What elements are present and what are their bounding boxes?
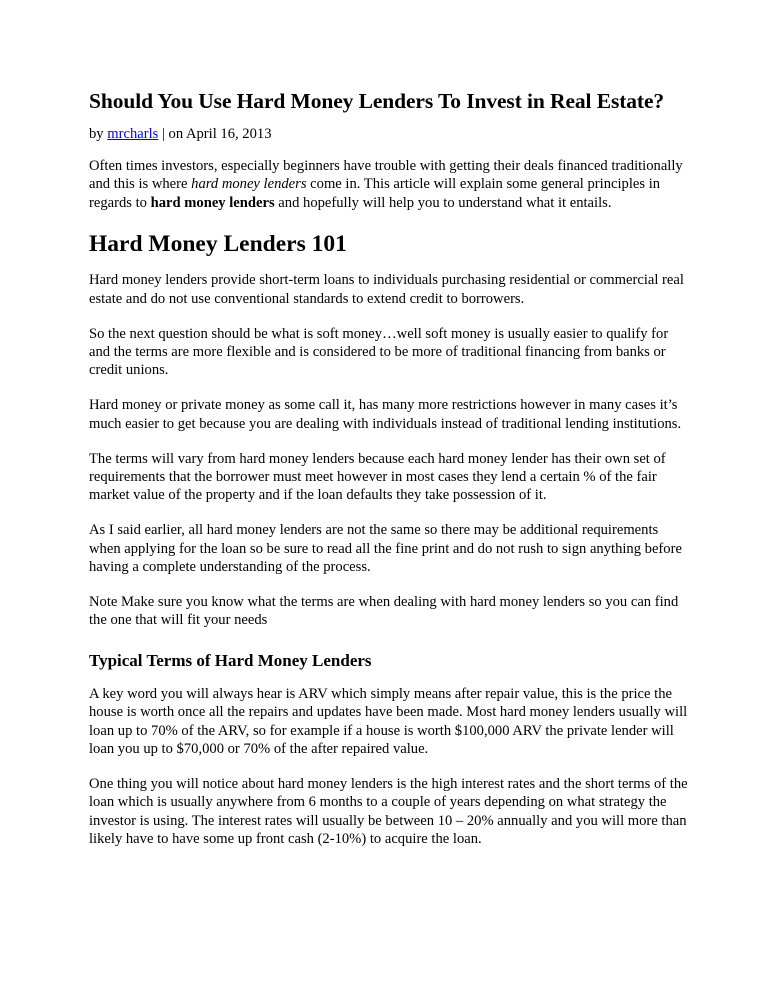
byline-date: | on April 16, 2013 <box>158 126 272 142</box>
intro-strong: hard money lenders <box>150 194 275 211</box>
intro-text-1: Often times investors, especially beginners have trouble with getting their deals financed traditionally and this is where <box>89 158 683 193</box>
section-heading-typical-terms: Typical Terms of Hard Money Lenders <box>89 650 372 670</box>
intro-text-2: come in. This article will explain some general principles in regards to <box>89 176 661 211</box>
paragraph: One thing you will notice about hard money lenders is the high interest rates and the short terms of the loan which is usually anywhere from 6 months to a couple of years depending on what strategy the investor is using. The interest rates will usually be between 10 – 20% annually and you will more than likely have to have some up front cash (2-10%) to acquire the loan. <box>89 775 688 848</box>
document-page <box>89 88 689 849</box>
paragraph: As I said earlier, all hard money lenders are not the same so there may be additional requirements when applying for the loan so be sure to read all the fine print and do not rush to sign anything before having a complete understanding of the process. <box>89 522 682 576</box>
paragraph: So the next question should be what is soft money…well soft money is usually easier to qualify for and the terms are more flexible and is considered to be more of traditional financing from banks or credit unions. <box>89 325 669 379</box>
paragraph: Hard money lenders provide short-term loans to individuals purchasing residential or commercial real estate and do not use conventional standards to extend credit to borrowers. <box>89 272 684 307</box>
paragraph: Hard money or private money as some call it, has many more restrictions however in many cases it’s much easier to get because you are dealing with individuals instead of traditional lending institutions. <box>89 397 682 432</box>
author-link[interactable]: mrcharls <box>107 126 159 142</box>
intro-paragraph <box>89 157 689 212</box>
intro-emphasis: hard money lenders <box>191 176 307 193</box>
intro-text-3: and hopefully will help you to understand what it entails. <box>274 194 612 211</box>
paragraph: The terms will vary from hard money lenders because each hard money lender has their own set of requirements that the borrower must meet however in most cases they lend a certain % of the fair market value of the property and if the loan defaults they take possession of it. <box>89 450 666 504</box>
section-heading-101: Hard Money Lenders 101 <box>89 231 347 258</box>
note-paragraph: Note Make sure you know what the terms are when dealing with hard money lenders so you can find the one that will fit your needs <box>89 594 679 629</box>
paragraph: A key word you will always hear is ARV which simply means after repair value, this is the price the house is worth once all the repairs and updates have been made. Most hard money lenders usually will loan up to 70% of the ARV, so for example if a house is worth $100,000 ARV the private lender will loan you up to $70,000 or 70% of the after repaired value. <box>89 685 688 758</box>
byline <box>89 125 689 143</box>
article-title: Should You Use Hard Money Lenders To Invest in Real Estate? <box>89 89 665 113</box>
byline-prefix: by <box>89 126 108 142</box>
